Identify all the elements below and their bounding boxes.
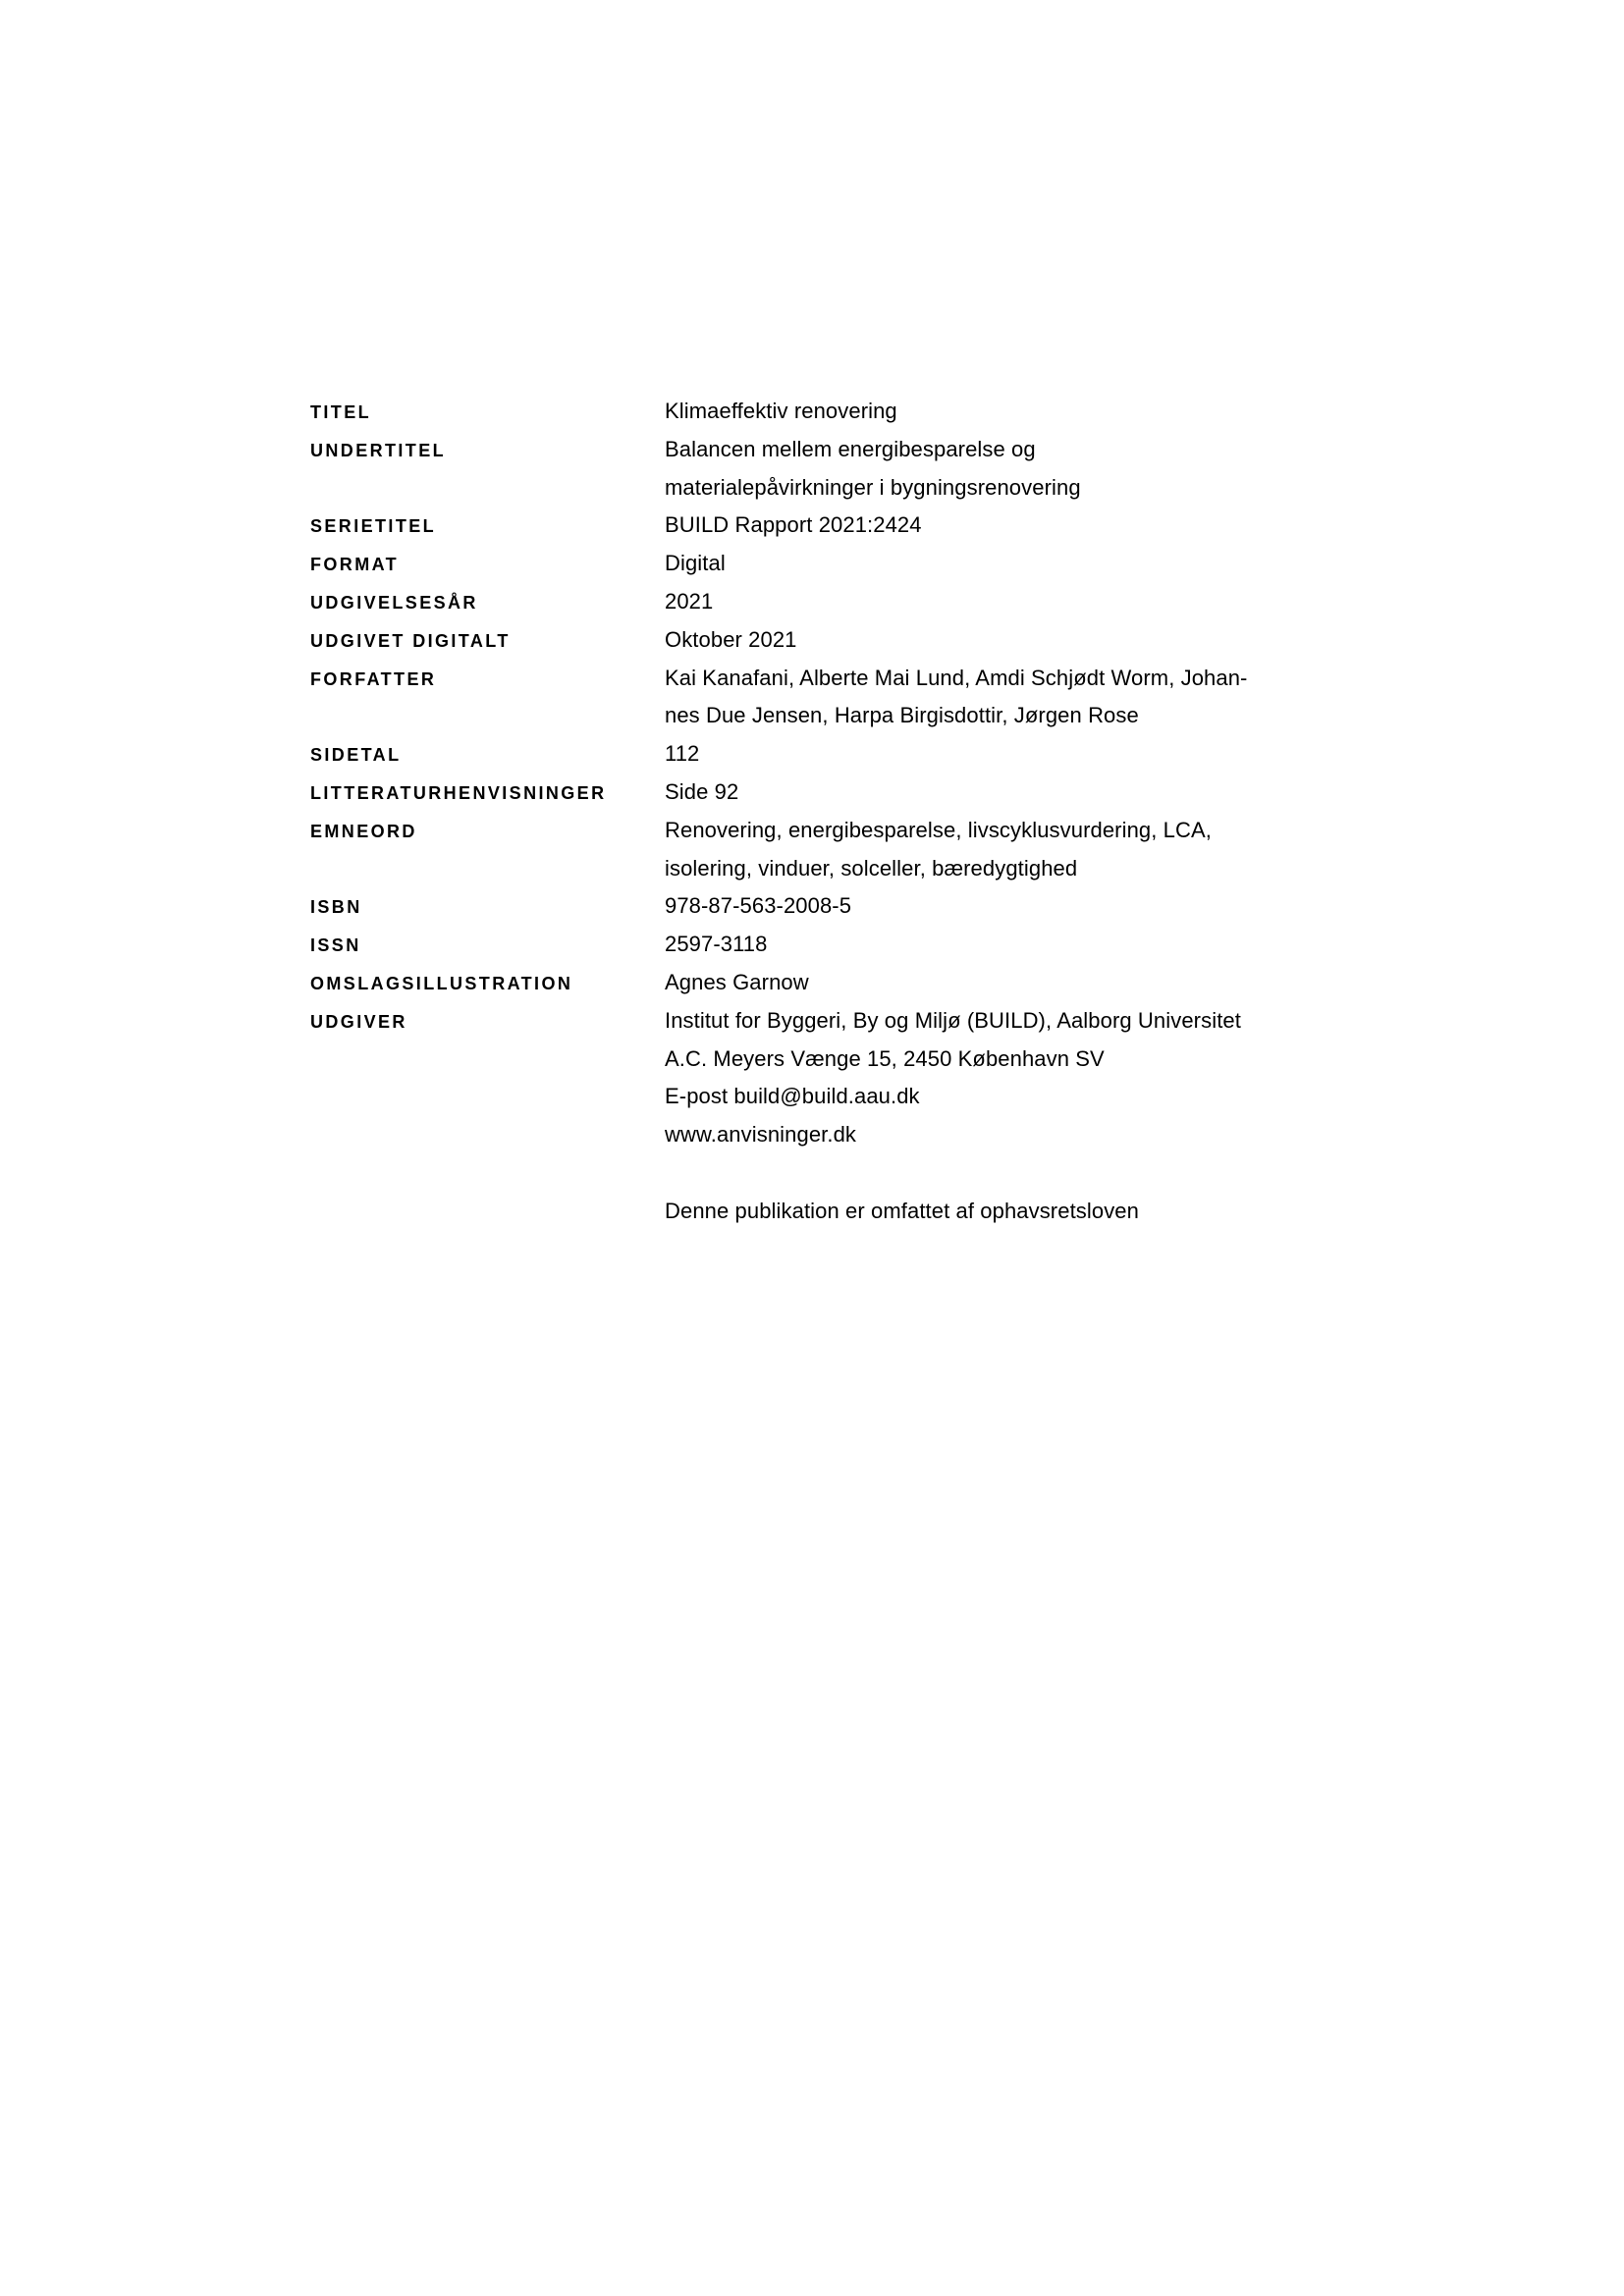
field-label-titel: TITEL [310, 402, 371, 422]
field-value-emneord: Renovering, energibesparelse, livscyklusvurdering, LCA, [665, 817, 1212, 842]
field-value-forfatter: Kai Kanafani, Alberte Mai Lund, Amdi Schjødt Worm, Johan- [665, 665, 1248, 690]
row-format [310, 545, 1247, 583]
row-udgiver [310, 1002, 1247, 1041]
row-udgivelsesaar [310, 583, 1247, 621]
field-value-udgivet-digitalt: Oktober 2021 [665, 626, 797, 652]
field-value-sidetal: 112 [665, 741, 700, 767]
row-issn [310, 926, 1247, 964]
field-value-udgivelsesaar: 2021 [665, 588, 714, 614]
field-label-issn: ISSN [310, 935, 361, 956]
row-udgiver-website [310, 1116, 1247, 1154]
field-value-udgiver-email: E-post build@build.aau.dk [665, 1084, 920, 1109]
row-isbn [310, 887, 1247, 926]
field-value-udgiver-address: A.C. Meyers Vænge 15, 2450 København SV [665, 1045, 1105, 1071]
copyright-note-row [310, 1193, 1247, 1231]
field-label-sidetal: SIDETAL [310, 745, 402, 766]
row-litteraturhenvisninger [310, 774, 1247, 812]
field-value-undertitel: Balancen mellem energibesparelse og [665, 436, 1036, 461]
field-value-titel: Klimaeffektiv renovering [665, 399, 897, 423]
row-sidetal [310, 735, 1247, 774]
row-undertitel-continuation [310, 469, 1247, 507]
field-label-udgivelsesaar: UDGIVELSESÅR [310, 592, 478, 613]
field-label-format: FORMAT [310, 555, 400, 575]
field-value-forfatter-line2: nes Due Jensen, Harpa Birgisdottir, Jørgen Rose [665, 703, 1139, 728]
field-label-undertitel: UNDERTITEL [310, 440, 446, 460]
row-udgiver-address [310, 1041, 1247, 1079]
field-label-forfatter: FORFATTER [310, 668, 437, 689]
row-titel [310, 393, 1247, 431]
field-value-udgiver: Institut for Byggeri, By og Miljø (BUILD), Aalborg Universitet [665, 1007, 1241, 1033]
field-value-isbn: 978-87-563-2008-5 [665, 893, 852, 919]
field-label-serietitel: SERIETITEL [310, 516, 437, 537]
field-value-issn: 2597-3118 [665, 932, 768, 957]
field-label-isbn: ISBN [310, 897, 362, 918]
field-value-undertitel-line2: materialepåvirkninger i bygningsrenovering [665, 474, 1081, 500]
row-forfatter [310, 660, 1247, 698]
field-value-emneord-line2: isolering, vinduer, solceller, bæredygtighed [665, 855, 1078, 881]
row-omslagsillustration [310, 964, 1247, 1002]
row-serietitel [310, 507, 1247, 545]
field-value-serietitel: BUILD Rapport 2021:2424 [665, 512, 922, 538]
copyright-note: Denne publikation er omfattet af ophavsretsloven [665, 1198, 1139, 1223]
row-udgivet-digitalt [310, 621, 1247, 660]
field-value-litteraturhenvisninger: Side 92 [665, 778, 739, 804]
field-label-udgivet-digitalt: UDGIVET DIGITALT [310, 630, 511, 651]
row-udgiver-email [310, 1078, 1247, 1116]
field-value-format: Digital [665, 551, 726, 576]
field-label-litteraturhenvisninger: LITTERATURHENVISNINGER [310, 782, 607, 803]
field-value-udgiver-website: www.anvisninger.dk [665, 1122, 857, 1148]
field-label-udgiver: UDGIVER [310, 1011, 407, 1032]
row-emneord-continuation [310, 850, 1247, 888]
row-forfatter-continuation [310, 697, 1247, 735]
row-emneord [310, 812, 1247, 850]
colophon-block [310, 393, 1247, 1231]
row-undertitel [310, 431, 1247, 469]
field-label-emneord: EMNEORD [310, 821, 417, 841]
field-label-omslagsillustration: OMSLAGSILLUSTRATION [310, 973, 573, 993]
field-value-omslagsillustration: Agnes Garnow [665, 969, 809, 994]
